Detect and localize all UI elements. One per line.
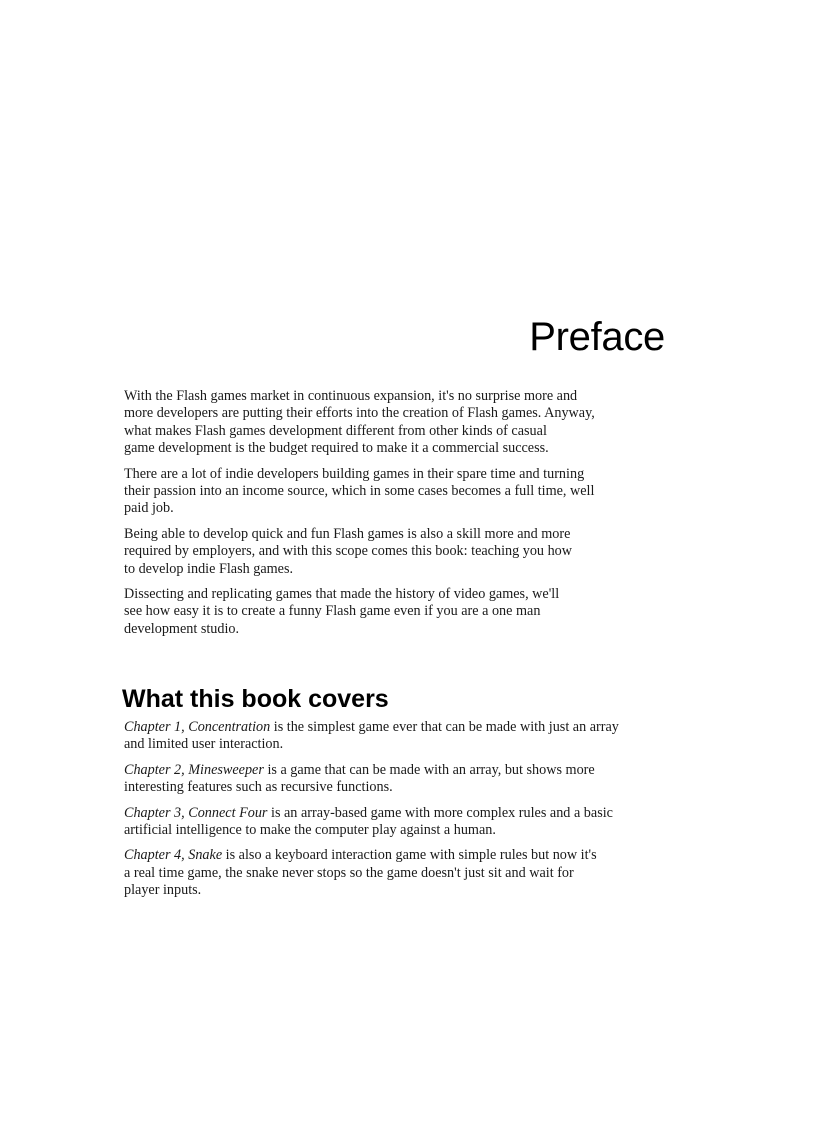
chapter-description: is the simplest game ever that can be made with just an array and limited user interaction.: [124, 719, 619, 753]
chapter-list: [124, 719, 674, 908]
intro-paragraph: With the Flash games market in continuous expansion, it's no surprise more and more developers are putting their efforts into the creation of Flash games. Anyway, what makes Flash games development different from other kinds of casual game development is the budget required to make it a commercial success.: [124, 388, 595, 457]
chapter-item: [124, 762, 674, 797]
intro-paragraph: Dissecting and replicating games that made the history of video games, we'll see how easy it is to create a funny Flash game even if you are a one man development studio.: [124, 586, 560, 637]
section-heading: What this book covers: [122, 685, 389, 713]
chapter-reference: Chapter 1, Concentration: [124, 719, 271, 735]
chapter-item: [124, 719, 674, 754]
page-title: Preface: [529, 315, 665, 359]
chapter-item: [124, 847, 674, 899]
chapter-reference: Chapter 3, Connect Four: [124, 804, 268, 821]
chapter-description: is a game that can be made with an array, but shows more interesting features such as recursive functions.: [124, 761, 595, 796]
chapter-description: is an array-based game with more complex rules and a basic artificial intelligence to make the computer play against a human.: [124, 804, 613, 839]
chapter-reference: Chapter 4, Snake: [124, 847, 223, 864]
intro-paragraph: There are a lot of indie developers building games in their spare time and turning their passion into an income source, which in some cases becomes a full time, well paid job.: [124, 465, 595, 517]
chapter-item: [124, 805, 674, 840]
intro-paragraph: Being able to develop quick and fun Flash games is also a skill more and more required by employers, and with this scope comes this book: teaching you how to develop indie Flash games.: [124, 525, 573, 577]
chapter-reference: Chapter 2, Minesweeper: [124, 761, 264, 778]
chapter-description: is also a keyboard interaction game with simple rules but now it's a real time game, the snake never stops so the game doesn't just sit and wait for player inputs.: [124, 847, 597, 899]
intro-section: [124, 388, 674, 646]
